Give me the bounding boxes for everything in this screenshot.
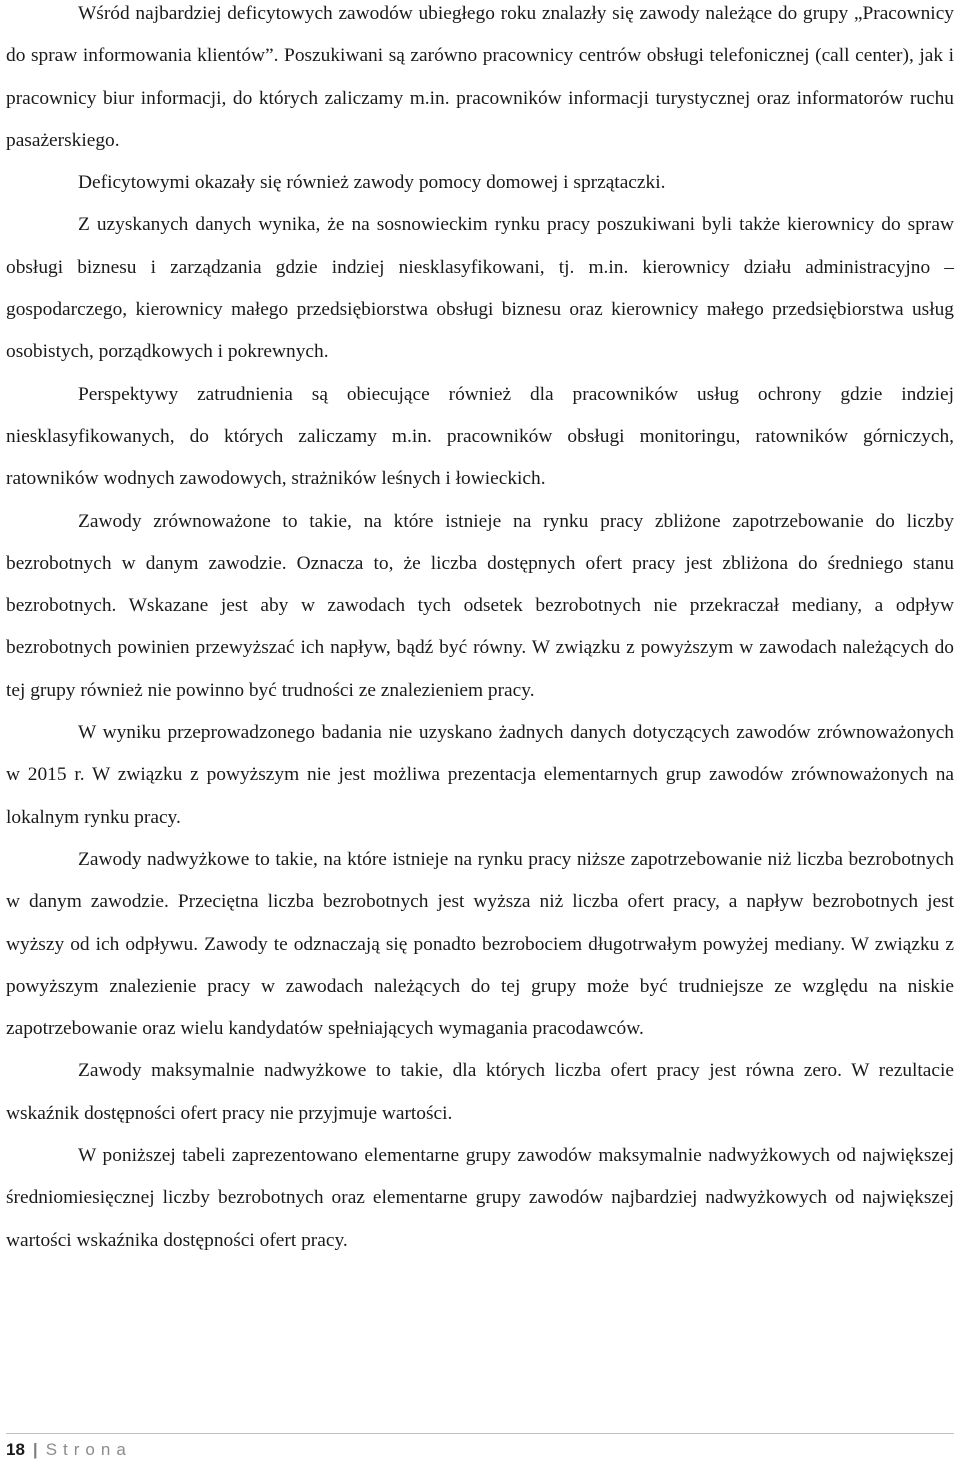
page-footer bbox=[6, 1436, 954, 1464]
paragraph-deficit-info-workers: Wśród najbardziej deficytowych zawodów ubiegłego roku znalazły się zawody należące do grupy „Pracownicy do spraw informowania klientów”. Poszukiwani są zarówno pracownicy centrów obsługi telefonicznej (call center), jak i pracownicy biur informacji, do których zaliczamy m.in. pracowników informacji turystycznej oraz informatorów ruchu pasażerskiego. bbox=[6, 3, 954, 151]
paragraph-table-intro: W poniższej tabeli zaprezentowano elementarne grupy zawodów maksymalnie nadwyżkowych od największej średniomiesięcznej liczby bezrobotnych oraz elementarne grupy zawodów najbardziej nadwyżkowych od największej wartości wskaźnika dostępności ofert pracy. bbox=[6, 1145, 954, 1251]
paragraph-deficit-managers: Z uzyskanych danych wynika, że na sosnowieckim rynku pracy poszukiwani byli także kierownicy do spraw obsługi biznesu i zarządzania gdzie indziej niesklasyfikowani, tj. m.in. kierownicy działu administracyjno – gospodarczego, kierownicy małego przedsiębiorstwa obsługi biznesu oraz kierownicy małego przedsiębiorstwa usług osobistych, porządkowych i pokrewnych. bbox=[6, 214, 954, 363]
paragraph-balanced-professions: Zawody zrównoważone to takie, na które istnieje na rynku pracy zbliżone zapotrzebowanie do liczby bezrobotnych w danym zawodzie. Oznacza to, że liczba dostępnych ofert pracy jest zbliżona do średniego stanu bezrobotnych. Wskazane jest aby w zawodach tych odsetek bezrobotnych nie przekraczał mediany, a odpływ bezrobotnych powinien przewyższać ich napływ, bądź być równy. W związku z powyższym w zawodach należących do tej grupy również nie powinno być trudności ze znalezieniem pracy. bbox=[6, 510, 954, 701]
footer-separator: | bbox=[32, 1440, 38, 1459]
page-label: Strona bbox=[45, 1440, 132, 1459]
paragraph-no-balanced-data: W wyniku przeprowadzonego badania nie uzyskano żadnych danych dotyczących zawodów zrównoważonych w 2015 r. W związku z powyższym nie jest możliwa prezentacja elementarnych grup zawodów zrównoważonych na lokalnym rynku pracy. bbox=[6, 722, 954, 828]
paragraph-deficit-domestic-help: Deficytowymi okazały się również zawody pomocy domowej i sprzątaczki. bbox=[78, 172, 666, 194]
footer-divider bbox=[6, 1433, 954, 1434]
paragraph-security-services: Perspektywy zatrudnienia są obiecujące również dla pracowników usług ochrony gdzie indziej niesklasyfikowanych, do których zaliczamy m.in. pracowników obsługi monitoringu, ratowników górniczych, ratowników wodnych zawodowych, strażników leśnych i łowieckich. bbox=[6, 383, 954, 490]
page-number: 18 bbox=[6, 1440, 25, 1459]
paragraph-surplus-professions: Zawody nadwyżkowe to takie, na które istnieje na rynku pracy niższe zapotrzebowanie niż liczba bezrobotnych w danym zawodzie. Przeciętna liczba bezrobotnych jest wyższa niż liczba ofert pracy, a napływ bezrobotnych jest wyższy od ich odpływu. Zawody te odznaczają się ponadto bezrobociem długotrwałym powyżej mediany. W związku z powyższym znalezienie pracy w zawodach należących do tej grupy może być trudniejsze ze względu na niskie zapotrzebowanie oraz wielu kandydatów spełniających wymagania pracodawców. bbox=[6, 848, 954, 1040]
document-body bbox=[6, 0, 954, 1262]
paragraph-max-surplus-professions: Zawody maksymalnie nadwyżkowe to takie, dla których liczba ofert pracy jest równa zero. W rezultacie wskaźnik dostępności ofert pracy nie przyjmuje wartości. bbox=[6, 1060, 954, 1124]
